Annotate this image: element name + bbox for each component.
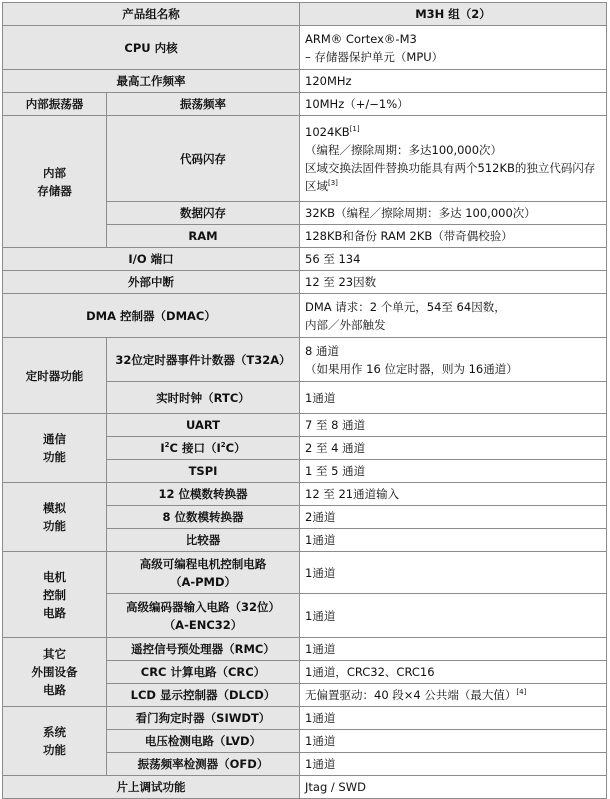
dac-value: 2通道 <box>300 506 607 529</box>
memory-group-line-1: 内部 <box>43 165 66 180</box>
t32a-line-1: 8 通道 <box>305 343 339 358</box>
i2c-label-sup-2: 2 <box>220 441 226 450</box>
header-row <box>3 3 607 26</box>
lvd-value: 1通道 <box>300 730 607 753</box>
system-group-line-2: 功能 <box>43 743 66 757</box>
spec-table <box>2 2 607 799</box>
comparator-value: 1通道 <box>300 529 607 552</box>
osc-label: 振荡频率 <box>107 93 300 116</box>
ext-int-row <box>3 271 607 294</box>
apmd-value: 1通道 <box>300 552 607 594</box>
osc-group: 内部振荡器 <box>3 93 107 116</box>
dma-value <box>300 294 607 338</box>
enc-label-line-2: （A-ENC32） <box>163 617 243 632</box>
cpu-row <box>3 26 607 70</box>
t32a-row <box>3 338 607 382</box>
dma-line-1: DMA 请求：2 个单元，54至 64因数， <box>305 299 506 314</box>
i2c-label-sup: 2 <box>164 441 170 450</box>
dac-label: 8 位数模转换器 <box>107 506 300 529</box>
comm-group <box>3 414 107 483</box>
osc-value: 10MHz（+/−1%） <box>300 93 607 116</box>
crc-label: CRC 计算电路（CRC） <box>107 661 300 684</box>
analog-group-line-2: 功能 <box>43 519 66 533</box>
rmc-row <box>3 638 607 661</box>
debug-value: Jtag / SWD <box>300 776 607 799</box>
i2c-value: 2 至 4 通道 <box>300 437 607 460</box>
footnote-1: [1] <box>349 124 360 133</box>
debug-label: 片上调试功能 <box>3 776 300 799</box>
analog-group-line-1: 模拟 <box>43 501 66 515</box>
other-group <box>3 638 107 707</box>
cpu-value <box>300 26 607 70</box>
freq-row <box>3 70 607 93</box>
memory-group <box>3 116 107 248</box>
enc-value: 1通道 <box>300 594 607 638</box>
ram-label: RAM <box>107 225 300 248</box>
other-group-line-1: 其它 <box>43 647 66 661</box>
uart-label: UART <box>107 414 300 437</box>
motor-group <box>3 552 107 638</box>
lvd-label: 电压检测电路（LVD） <box>107 730 300 753</box>
apmd-row <box>3 552 607 594</box>
io-value: 56 至 134 <box>300 248 607 271</box>
t32a-label: 32位定时器事件计数器（T32A） <box>107 338 300 382</box>
dma-line-2: 内部／外部触发 <box>305 317 386 332</box>
i2c-label-part-a: I <box>160 441 165 455</box>
lcd-label: LCD 显示控制器（DLCD） <box>107 684 300 707</box>
code-flash-size: 1024KB <box>305 124 350 139</box>
timer-group: 定时器功能 <box>3 338 107 414</box>
osc-row <box>3 93 607 116</box>
code-flash-value <box>300 116 607 202</box>
i2c-label-part-c: C） <box>225 441 246 455</box>
footnote-4: [4] <box>516 688 527 697</box>
uart-row <box>3 414 607 437</box>
other-group-line-2: 外围设备 <box>31 665 78 679</box>
ram-value: 128KB和备份 RAM 2KB（带奇偶校验） <box>300 225 607 248</box>
comm-group-line-2: 功能 <box>43 450 66 464</box>
code-flash-line-1 <box>305 123 601 141</box>
ofd-label: 振荡频率检测器（OFD） <box>107 753 300 776</box>
cpu-label: CPU 内核 <box>3 26 300 70</box>
code-flash-swap-text: 区域交换法固件替换功能具有两个512KB的独立代码闪存区域 <box>305 160 596 193</box>
freq-value: 120MHz <box>300 70 607 93</box>
header-name-cell: 产品组名称 <box>3 3 300 26</box>
code-flash-line-3 <box>305 159 601 195</box>
tspi-label: TSPI <box>107 460 300 483</box>
adc-label: 12 位模数转换器 <box>107 483 300 506</box>
io-label: I/O 端口 <box>3 248 300 271</box>
motor-group-line-1: 电机 <box>43 569 66 584</box>
ext-int-label: 外部中断 <box>3 271 300 294</box>
rtc-value: 1通道 <box>300 382 607 414</box>
i2c-label <box>107 437 300 460</box>
adc-row <box>3 483 607 506</box>
enc-label-line-1: 高级编码器输入电路（32位） <box>125 599 280 614</box>
ofd-value: 1通道 <box>300 753 607 776</box>
apmd-label-line-1: 高级可编程电机控制电路 <box>139 556 267 571</box>
enc-label <box>107 594 300 638</box>
dma-row <box>3 294 607 338</box>
uart-value: 7 至 8 通道 <box>300 414 607 437</box>
rmc-value: 1通道 <box>300 638 607 661</box>
i2c-label-part-b: C 接口（I <box>169 441 221 455</box>
other-group-line-3: 电路 <box>43 683 66 697</box>
wdt-label: 看门狗定时器（SIWDT） <box>107 707 300 730</box>
data-flash-value: 32KB（编程／擦除周期：多达 100,000次） <box>300 202 607 225</box>
io-row <box>3 248 607 271</box>
adc-value: 12 至 21通道输入 <box>300 483 607 506</box>
motor-group-line-2: 控制 <box>43 587 66 602</box>
t32a-value <box>300 338 607 382</box>
dma-label: DMA 控制器（DMAC） <box>3 294 300 338</box>
ext-int-value: 12 至 23因数 <box>300 271 607 294</box>
debug-row <box>3 776 607 799</box>
tspi-value: 1 至 5 通道 <box>300 460 607 483</box>
data-flash-label: 数据闪存 <box>107 202 300 225</box>
freq-label: 最高工作频率 <box>3 70 300 93</box>
system-group <box>3 707 107 776</box>
comm-group-line-1: 通信 <box>43 432 66 446</box>
crc-value: 1通道，CRC32、CRC16 <box>300 661 607 684</box>
memory-group-line-2: 存储器 <box>37 183 72 198</box>
rtc-label: 实时时钟（RTC） <box>107 382 300 414</box>
apmd-label <box>107 552 300 594</box>
t32a-line-2: （如果用作 16 位定时器，则为 16通道） <box>305 361 518 376</box>
rmc-label: 遥控信号预处理器（RMC） <box>107 638 300 661</box>
wdt-value: 1通道 <box>300 707 607 730</box>
cpu-line-2: – 存储器保护单元（MPU） <box>305 49 444 64</box>
code-flash-line-2: （编程／擦除周期：多达100,000次） <box>305 142 503 157</box>
lcd-value <box>300 684 607 707</box>
footnote-3: [3] <box>328 178 338 187</box>
analog-group <box>3 483 107 552</box>
header-value-cell: M3H 组（2） <box>300 3 607 26</box>
code-flash-label: 代码闪存 <box>107 116 300 202</box>
comparator-label: 比较器 <box>107 529 300 552</box>
lcd-value-text: 无偏置驱动：40 段×4 公共端（最大值） <box>305 688 517 702</box>
cpu-line-1: ARM® Cortex®-M3 <box>305 31 417 46</box>
wdt-row <box>3 707 607 730</box>
code-flash-row <box>3 116 607 202</box>
motor-group-line-3: 电路 <box>43 605 66 620</box>
system-group-line-1: 系统 <box>43 725 66 739</box>
apmd-label-line-2: （A-PMD） <box>169 574 237 589</box>
